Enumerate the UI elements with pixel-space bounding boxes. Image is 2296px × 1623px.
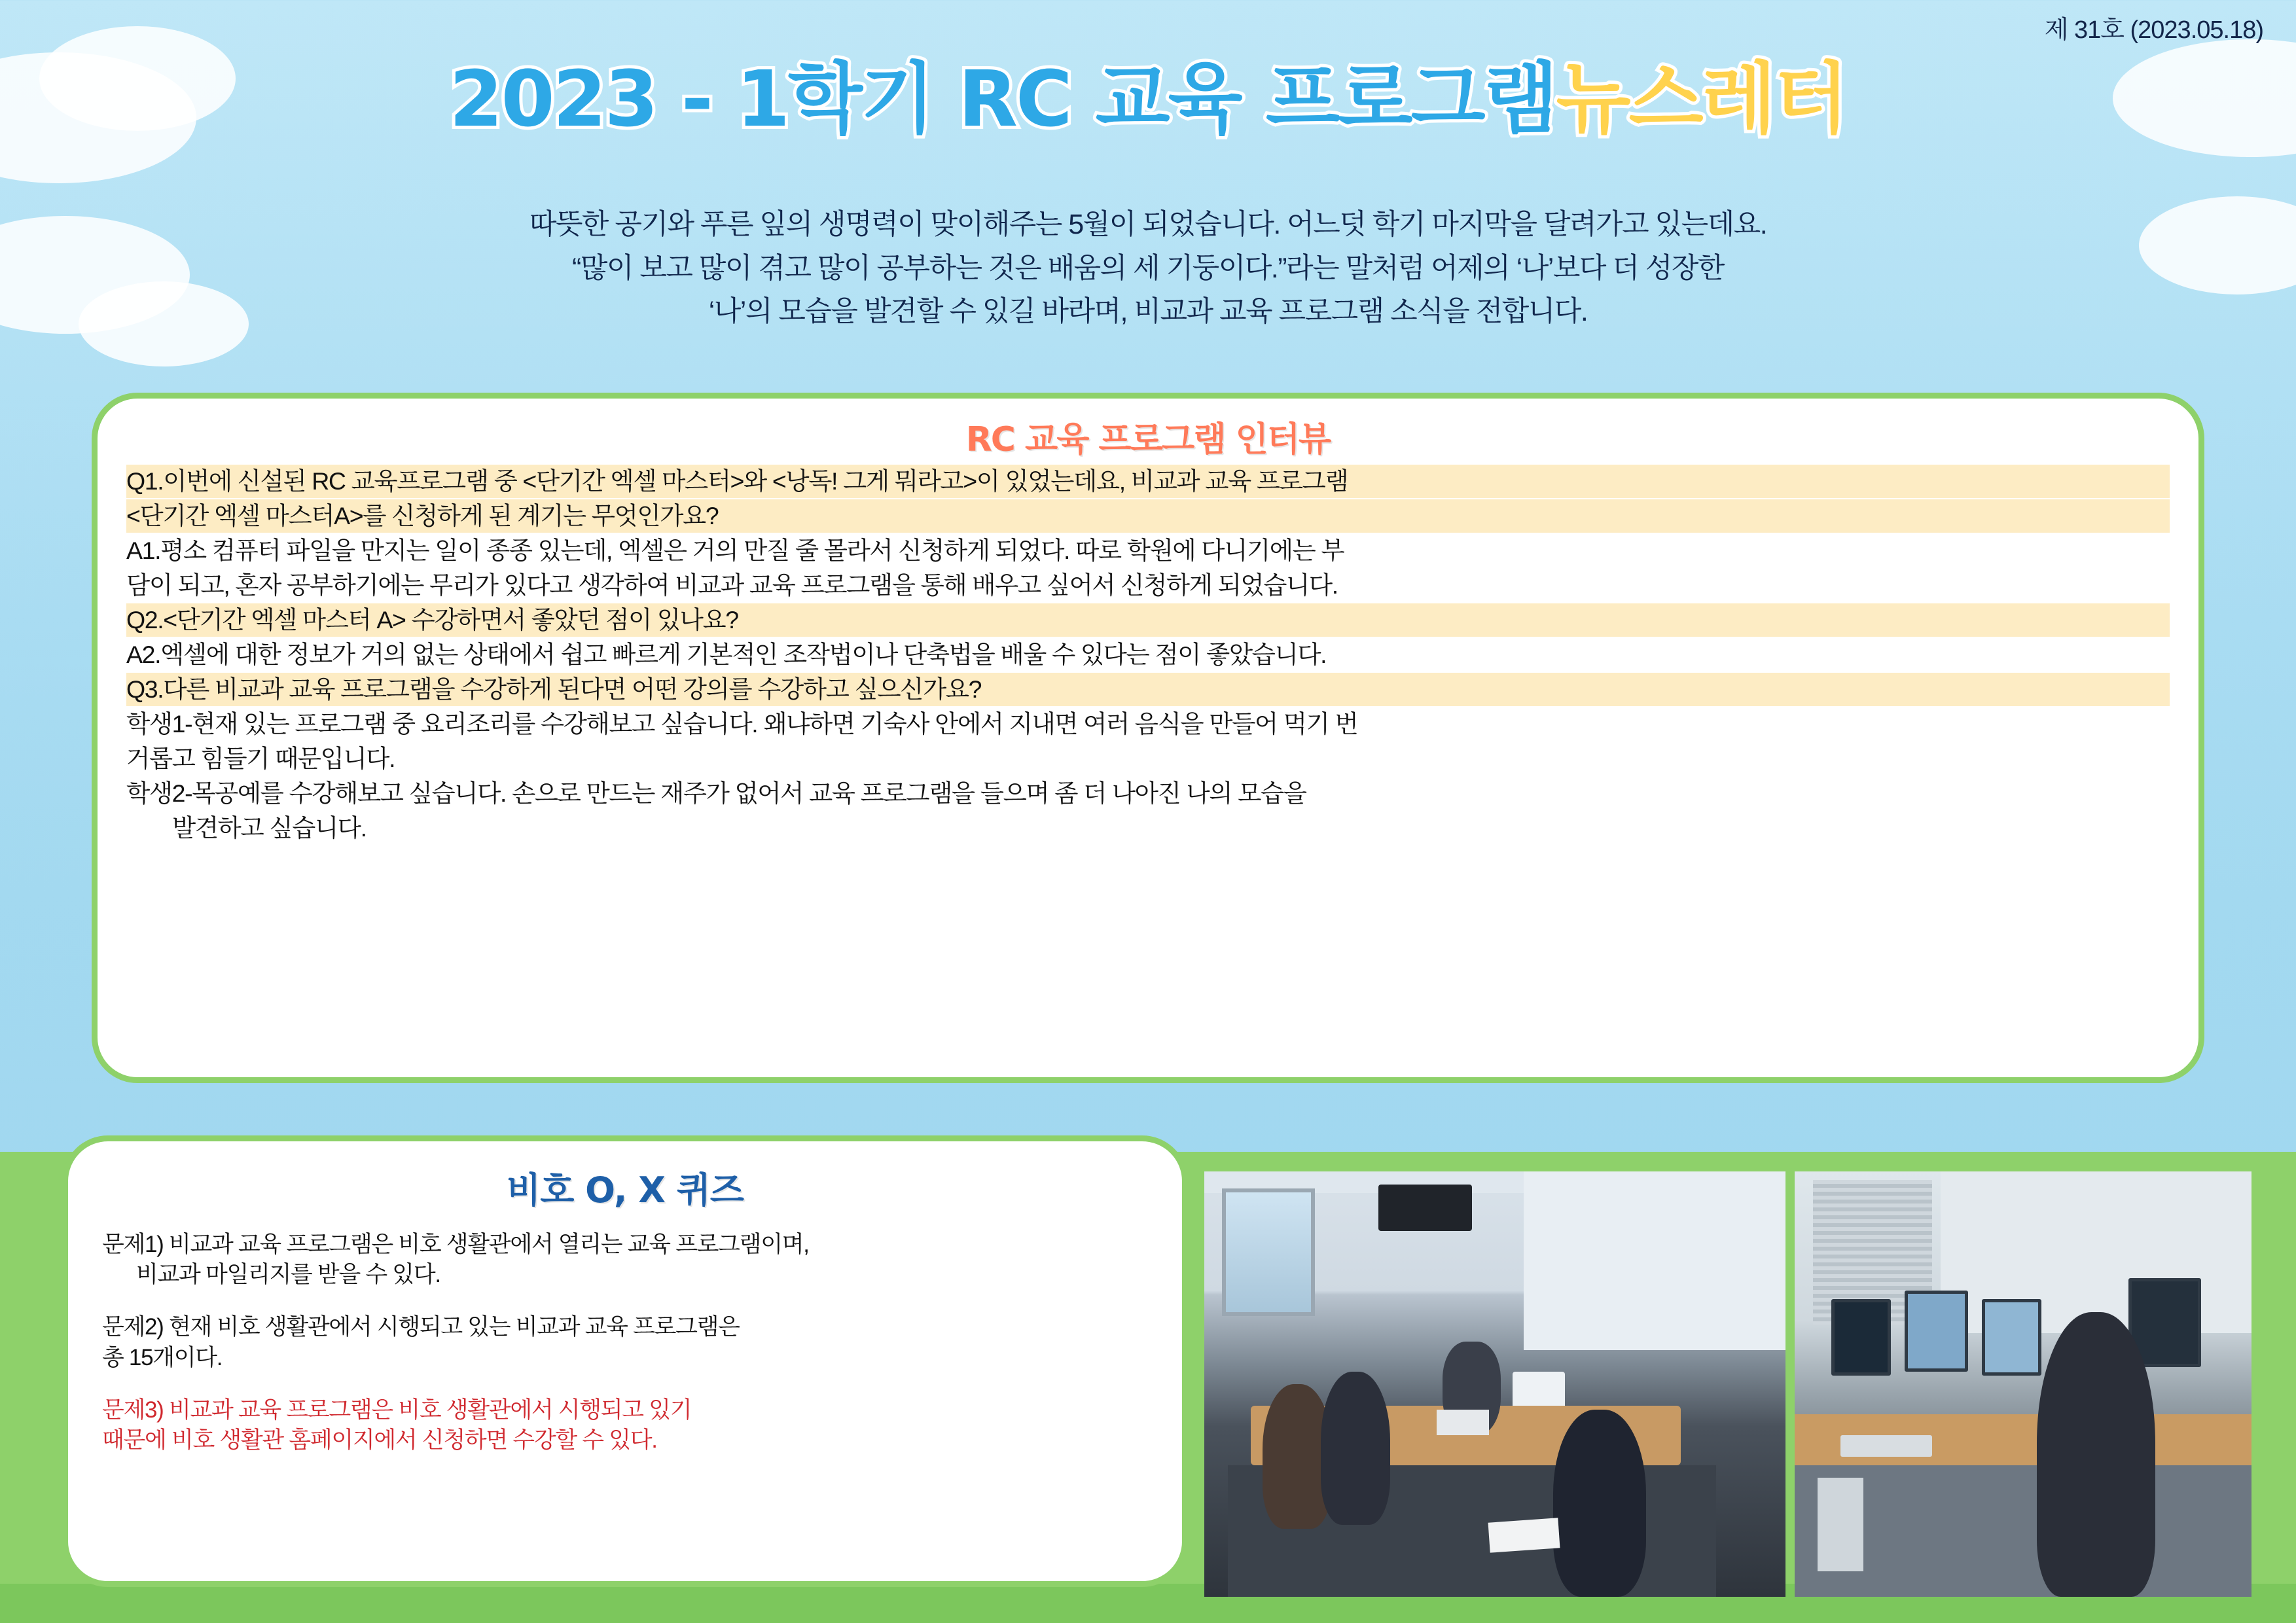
interview-a1-line2: 담이 되고, 혼자 공부하기에는 무리가 있다고 생각하여 비교과 교육 프로그램을 통해 배우고 싶어서 신청하게 되었습니다. [126, 571, 1338, 599]
interview-a1-line1: A1.평소 컴퓨터 파일을 만지는 일이 종종 있는데, 엑셀은 거의 만질 줄 몰라서 신청하게 되었다. 따로 학원에 다니기에는 부 [126, 537, 1344, 564]
intro-paragraph [151, 203, 2145, 334]
quiz-item-1-line2: 비교과 마일리지를 받을 수 있다. [136, 1262, 440, 1288]
quiz-item [102, 1230, 1148, 1290]
quiz-card [62, 1135, 1188, 1587]
interview-body [126, 465, 2170, 845]
interview-title: RC 교육 프로그램 인터뷰 [965, 420, 1331, 459]
quiz-item [102, 1395, 1148, 1455]
intro-line-3: ‘나’의 모습을 발견할 수 있길 바라며, 비교과 교육 프로그램 소식을 전합니다. [708, 296, 1588, 328]
photo-gallery [1204, 1171, 2251, 1597]
quiz-item-2-line1: 문제2) 현재 비호 생활관에서 시행되고 있는 비교과 교육 프로그램은 [102, 1314, 740, 1340]
quiz-item [102, 1312, 1148, 1372]
interview-student2-line1: 학생2-목공예를 수강해보고 싶습니다. 손으로 만드는 재주가 없어서 교육 프로그램을 들으며 좀 더 나아진 나의 모습을 [126, 779, 1306, 807]
issue-label: 제 31호 (2023.05.18) [2044, 16, 2263, 44]
quiz-item-3-line2: 때문에 비호 생활관 홈페이지에서 신청하면 수강할 수 있다. [102, 1427, 657, 1453]
interview-a2: A2.엑셀에 대한 정보가 거의 없는 상태에서 쉽고 빠르게 기본적인 조작법이나 단축법을 배울 수 있다는 점이 좋았습니다. [126, 641, 1327, 668]
quiz-item-1-line1: 문제1) 비교과 교육 프로그램은 비호 생활관에서 열리는 교육 프로그램이며, [102, 1232, 809, 1257]
quiz-title: 비호 O, X 퀴즈 [507, 1169, 744, 1211]
quiz-item-2-line2: 총 15개이다. [102, 1344, 223, 1370]
intro-line-2: “많이 보고 많이 겪고 많이 공부하는 것은 배움의 세 기둥이다.”라는 말처럼 어제의 ‘나’보다 더 성장한 [572, 252, 1724, 284]
quiz-item-3-line1: 문제3) 비교과 교육 프로그램은 비호 생활관에서 시행되고 있기 [102, 1397, 692, 1423]
photo-computer-lab [1795, 1171, 2251, 1597]
page-title-main: 2023 - 1학기 RC 교육 프로그램 [449, 54, 1556, 144]
interview-card [92, 393, 2204, 1083]
intro-line-1: 따뜻한 공기와 푸른 잎의 생명력이 맞이해주는 5월이 되었습니다. 어느덧 학기 마지막을 달려가고 있는데요. [529, 209, 1767, 240]
cloud-decoration [2139, 196, 2296, 294]
page-title-accent: 뉴스레터 [1556, 54, 1847, 144]
interview-q2: Q2.<단기간 엑셀 마스터 A> 수강하면서 좋았던 점이 있나요? [126, 603, 2170, 637]
interview-q1-line2: <단기간 엑셀 마스터A>를 신청하게 된 계기는 무엇인가요? [126, 499, 2170, 533]
interview-q1-line1: Q1.이번에 신설된 RC 교육프로그램 중 <단기간 엑셀 마스터>와 <낭독! 그게 뭐라고>이 있었는데요, 비교과 교육 프로그램 [126, 465, 2170, 498]
page-title [0, 54, 2296, 144]
interview-q3: Q3.다른 비교과 교육 프로그램을 수강하게 된다면 어떤 강의를 수강하고 싶으신가요? [126, 673, 2170, 706]
photo-seminar-room [1204, 1171, 1785, 1597]
interview-student2-line2: 발견하고 싶습니다. [172, 814, 367, 842]
interview-student1-line2: 거롭고 힘들기 때문입니다. [126, 745, 395, 772]
interview-student1-line1: 학생1-현재 있는 프로그램 중 요리조리를 수강해보고 싶습니다. 왜냐하면 기숙사 안에서 지내면 여러 음식을 만들어 먹기 번 [126, 710, 1358, 738]
